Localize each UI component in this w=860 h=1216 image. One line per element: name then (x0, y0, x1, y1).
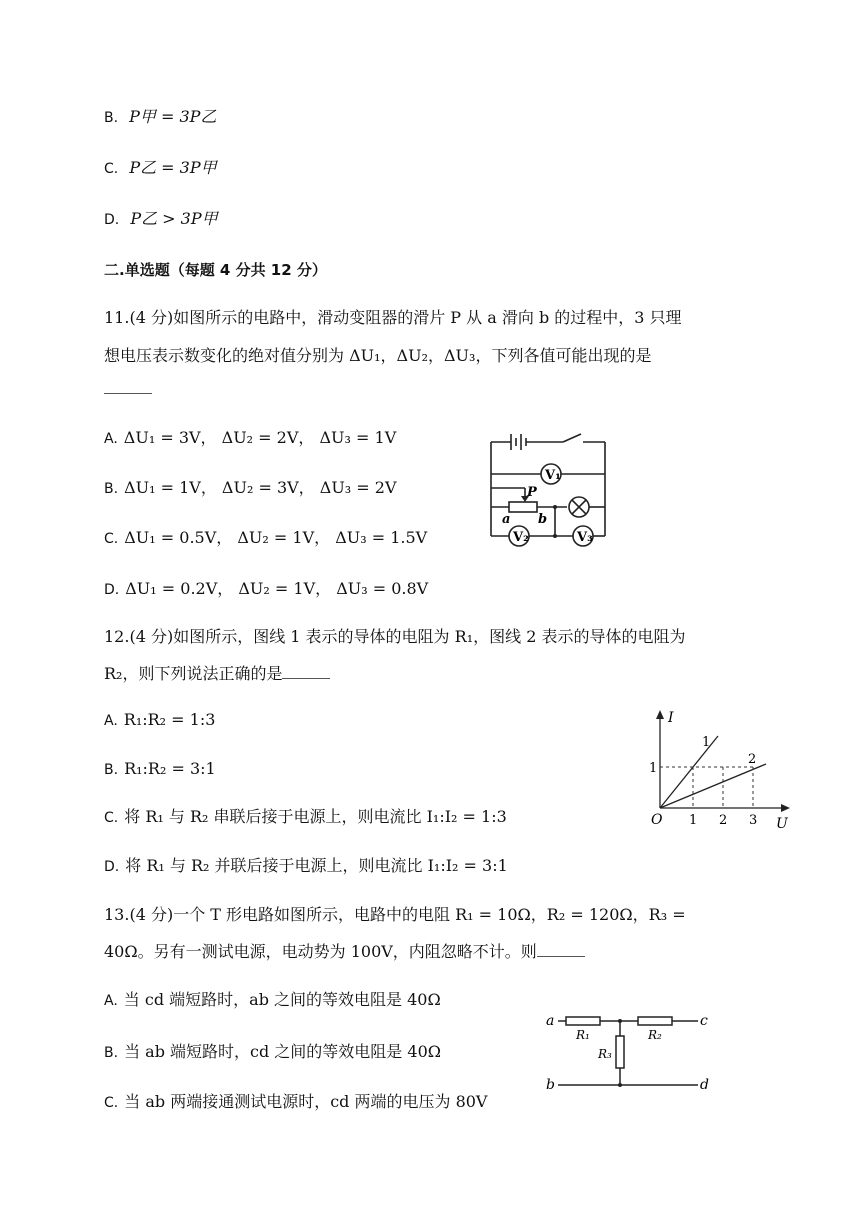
option-d-top (104, 208, 218, 231)
x-axis-label: U (776, 816, 788, 831)
question-text: 40Ω。另有一测试电源，电动势为 100V，内阻忽略不计。则 (104, 942, 537, 961)
option-label: B. (104, 110, 119, 126)
q11-option-a[interactable] (104, 427, 396, 450)
question-text: R₂，则下列说法正确的是 (104, 664, 283, 683)
option-label: D. (104, 212, 120, 228)
option-expression: P乙 = 3P甲 (129, 158, 217, 177)
y-tick-label: 1 (649, 761, 658, 776)
terminal-b-label: b (546, 1077, 555, 1093)
x-axis-arrow-icon (781, 804, 790, 812)
option-label: C. (104, 810, 119, 826)
option-text: 当 cd 端短路时，ab 之间的等效电阻是 40Ω (123, 990, 441, 1009)
option-label: C. (104, 161, 119, 177)
q12-option-d[interactable] (104, 855, 508, 878)
q13-option-b[interactable] (104, 1041, 441, 1064)
q13-stem-line1 (104, 904, 686, 926)
x-tick-label: 1 (689, 813, 698, 828)
q12-option-c[interactable] (104, 806, 507, 829)
question-number: 13. (104, 905, 130, 924)
option-label: B. (104, 762, 119, 778)
section-title: 二.单选题（每题 4 分共 12 分） (104, 261, 327, 279)
question-text: (4 分)一个 T 形电路如图所示，电路中的电阻 R₁ = 10Ω，R₂ = 120Ω，R₃ = (129, 905, 686, 924)
option-label: A. (104, 431, 118, 447)
q13-option-a[interactable] (104, 989, 441, 1012)
option-expression: P甲 = 3P乙 (129, 107, 217, 126)
option-label: D. (104, 859, 120, 875)
answer-blank[interactable] (104, 378, 152, 400)
option-text: 当 ab 两端接通测试电源时，cd 两端的电压为 80V (124, 1092, 488, 1111)
option-b-top (104, 106, 216, 129)
option-label: B. (104, 481, 119, 497)
option-text: R₁:R₂ = 3:1 (124, 759, 216, 778)
question-number: 12. (104, 627, 130, 646)
option-text: ΔU₁ = 0.5V， ΔU₂ = 1V， ΔU₃ = 1.5V (124, 528, 428, 547)
terminal-c-label: c (700, 1013, 708, 1029)
option-label: A. (104, 713, 118, 729)
x-tick-label: 3 (749, 813, 758, 828)
option-label: D. (104, 582, 120, 598)
option-c-top (104, 157, 217, 180)
v2-label: V₂ (513, 530, 529, 545)
option-text: ΔU₁ = 0.2V， ΔU₂ = 1V， ΔU₃ = 0.8V (125, 579, 429, 598)
question-number: 11. (104, 308, 130, 327)
option-label: A. (104, 993, 118, 1009)
r3-label: R₃ (598, 1047, 612, 1061)
q12-stem-line2 (104, 663, 330, 685)
option-text: 将 R₁ 与 R₂ 串联后接于电源上，则电流比 I₁:I₂ = 1:3 (124, 807, 507, 826)
x-tick-label: 2 (719, 813, 728, 828)
option-expression: P乙 > 3P甲 (130, 209, 218, 228)
r1-label: R₁ (576, 1028, 590, 1042)
option-text: ΔU₁ = 3V， ΔU₂ = 2V， ΔU₃ = 1V (123, 428, 397, 447)
terminal-d-label: d (700, 1077, 709, 1093)
p-label: P (527, 485, 537, 500)
q12-option-b[interactable] (104, 758, 216, 781)
q11-stem-line1 (104, 307, 682, 329)
q11-option-b[interactable] (104, 477, 397, 500)
option-label: C. (104, 531, 119, 547)
v3-label: V₃ (577, 530, 593, 545)
answer-blank[interactable] (282, 664, 330, 679)
q13-t-circuit-figure (540, 1008, 720, 1093)
q13-option-c[interactable] (104, 1091, 487, 1114)
option-label: B. (104, 1045, 119, 1061)
q12-stem-line1 (104, 626, 685, 648)
answer-blank[interactable] (537, 942, 585, 957)
option-text: 将 R₁ 与 R₂ 并联后接于电源上，则电流比 I₁:I₂ = 3:1 (125, 856, 508, 875)
question-text: (4 分)如图所示的电路中，滑动变阻器的滑片 P 从 a 滑向 b 的过程中，3 只理 (129, 308, 682, 327)
y-axis-label: I (668, 710, 674, 726)
q11-circuit-figure (485, 430, 615, 555)
q11-option-d[interactable] (104, 578, 428, 601)
terminal-a-label: a (546, 1013, 555, 1029)
option-text: 当 ab 端短路时，cd 之间的等效电阻是 40Ω (124, 1042, 442, 1061)
q13-stem-line2 (104, 941, 585, 963)
option-text: ΔU₁ = 1V， ΔU₂ = 3V， ΔU₃ = 2V (124, 478, 397, 497)
option-text: R₁:R₂ = 1:3 (123, 710, 216, 729)
q11-stem-line2: 想电压表示数变化的绝对值分别为 ΔU₁，ΔU₂，ΔU₃，下列各值可能出现的是 (104, 346, 652, 365)
q12-iu-graph (648, 706, 798, 831)
q12-option-a[interactable] (104, 709, 215, 732)
v1-label: V₁ (545, 468, 561, 483)
b-label: b (538, 512, 548, 527)
origin-label: O (651, 812, 663, 828)
r2-label: R₂ (648, 1028, 662, 1042)
line2-label: 2 (748, 752, 757, 767)
y-axis-arrow-icon (656, 710, 664, 719)
line1-label: 1 (702, 735, 711, 750)
option-label: C. (104, 1095, 119, 1111)
a-label: a (502, 512, 511, 527)
q11-option-c[interactable] (104, 527, 427, 550)
question-text: (4 分)如图所示，图线 1 表示的导体的电阻为 R₁，图线 2 表示的导体的电阻为 (129, 627, 686, 646)
